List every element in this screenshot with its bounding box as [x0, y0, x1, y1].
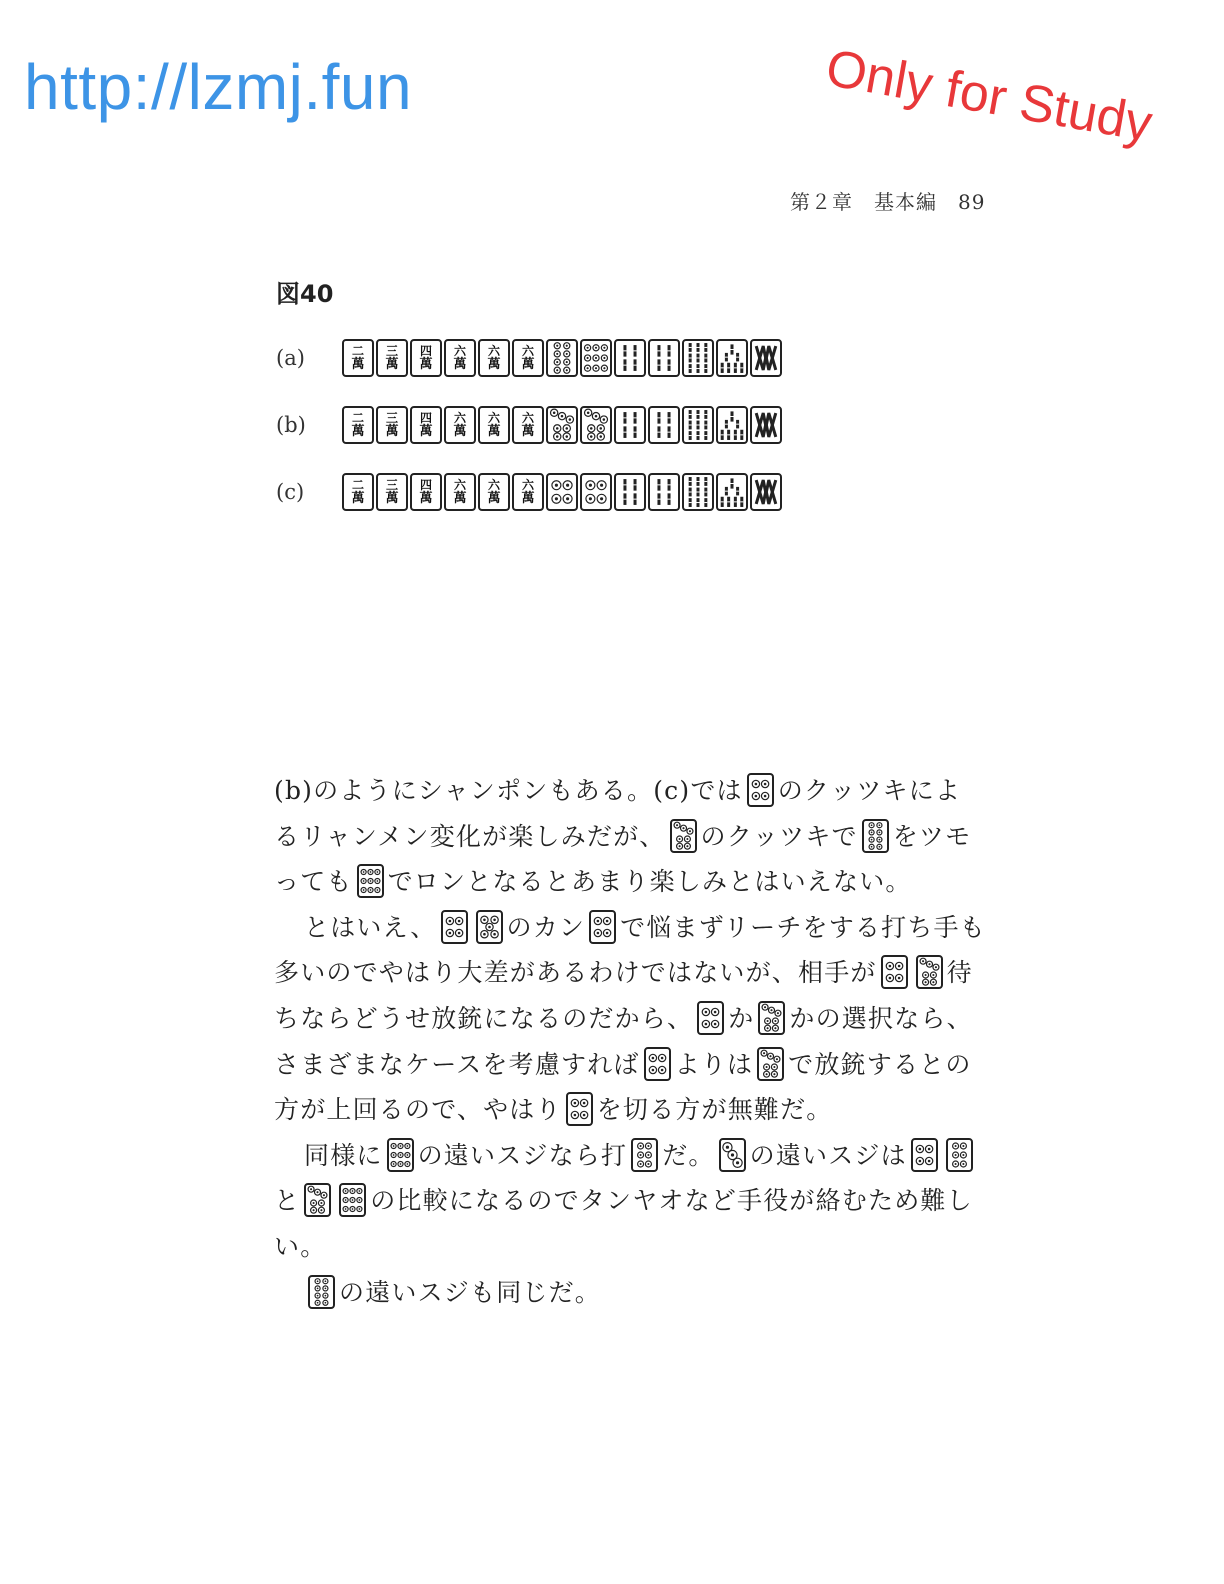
pin-tile-icon [387, 1138, 414, 1172]
paragraph [274, 1133, 986, 1270]
text-run: でロンとなるとあまり楽しみとはいえない。 [387, 867, 912, 897]
pin-dot [593, 355, 599, 361]
pin-dot [311, 1200, 317, 1206]
hand-tiles [342, 406, 784, 444]
man-tile-icon: 六 萬 [512, 406, 544, 444]
text-run: かの選択なら、さまざまなケースを考慮すれば [274, 1003, 973, 1079]
pin-dot [374, 888, 379, 893]
pin-dot [563, 433, 570, 440]
pin-dot [869, 837, 874, 842]
man-tile-icon: 三 萬 [376, 339, 408, 377]
pin-dot [676, 843, 682, 849]
pin-dot [674, 822, 680, 828]
pin-dot [702, 1008, 709, 1015]
pin-dot [594, 917, 601, 924]
pin-dot [357, 1207, 362, 1212]
man-tile-icon: 三 萬 [376, 406, 408, 444]
pin-dot [398, 1152, 403, 1157]
pin-dot [554, 343, 560, 349]
pin-dot [558, 413, 565, 420]
pin-dot [361, 870, 366, 875]
pin-dot [686, 828, 692, 834]
pin-dot [323, 1285, 328, 1290]
pin-dot [774, 1056, 780, 1062]
pin-dot [586, 494, 595, 503]
pin-dot [773, 1025, 779, 1031]
sou-tile-icon [648, 406, 680, 444]
west-wind-tile-icon [750, 406, 782, 444]
sou-tile-icon [682, 473, 714, 511]
pin-dot [601, 365, 607, 371]
text-run: で悩まずリーチをする打ち手も多いのでやはり大差があるわけではないが、相手が [274, 912, 986, 988]
pin-dot [311, 1208, 317, 1214]
pin-dot [869, 829, 874, 834]
pin-dot [391, 1161, 396, 1166]
watermark-study: Only for Study [821, 38, 1157, 154]
pin-dot [895, 963, 902, 970]
pin-tile-icon [589, 910, 616, 944]
pin-tile-icon [946, 1138, 973, 1172]
pin-dot [761, 792, 768, 799]
pin-dot [571, 1111, 578, 1118]
pin-tile-icon [339, 1183, 366, 1217]
man-tile-icon: 六 萬 [444, 406, 476, 444]
pin-dot [764, 1064, 770, 1070]
pin-dot [638, 1143, 644, 1149]
sou-tile-icon [648, 473, 680, 511]
pin-dot [886, 963, 893, 970]
pin-tile-icon [631, 1138, 658, 1172]
pin-dot [398, 1143, 403, 1148]
pin-dot [391, 1152, 396, 1157]
text-run: のカン [506, 912, 586, 942]
pin-dot [952, 1161, 958, 1167]
pin-dot [554, 425, 561, 432]
sou-tile-icon [648, 339, 680, 377]
pin-dot [554, 359, 560, 365]
pin-dot [374, 870, 379, 875]
pin-dot [588, 433, 595, 440]
pin-tile-icon [546, 473, 578, 511]
pin-dot [585, 355, 591, 361]
pin-dot [585, 345, 591, 351]
man-tile-icon: 六 萬 [512, 339, 544, 377]
man-tile-icon: 六 萬 [512, 473, 544, 511]
pin-dot [564, 351, 570, 357]
pin-dot [398, 1161, 403, 1166]
pin-dot [455, 929, 462, 936]
pin-dot [308, 1187, 314, 1193]
pin-dot [877, 829, 882, 834]
hand-label: (a) [276, 346, 305, 370]
pin-dot [702, 1020, 709, 1027]
pin-dot [564, 367, 570, 373]
text-run: をツモっても [274, 821, 972, 897]
body-text [274, 768, 986, 1315]
pin-tile-icon [566, 1092, 593, 1126]
man-tile-icon: 六 萬 [444, 473, 476, 511]
pin-dot [649, 1054, 656, 1061]
pin-dot [490, 930, 497, 937]
text-run: の比較になるのでタンヤオなど手役が絡むため難しい。 [274, 1186, 973, 1261]
pin-dot [552, 494, 561, 503]
pin-dot [357, 1198, 362, 1203]
pin-dot [676, 836, 682, 842]
pin-dot [869, 844, 874, 849]
pin-dot [604, 917, 611, 924]
pin-dot [315, 1300, 320, 1305]
pin-dot [597, 494, 606, 503]
hand-row-b [276, 403, 784, 447]
pin-dot [585, 365, 591, 371]
sou-tile-icon [614, 406, 646, 444]
pin-dot [315, 1190, 321, 1196]
pin-dot [761, 780, 768, 787]
pin-dot [916, 1157, 923, 1164]
man-tile-icon: 二 萬 [342, 339, 374, 377]
pin-dot [580, 1099, 587, 1106]
pin-dot [925, 1157, 932, 1164]
pin-dot [446, 929, 453, 936]
pin-tile-icon [670, 819, 697, 853]
pin-dot [877, 837, 882, 842]
pin-tile-icon [719, 1138, 746, 1172]
pin-dot [563, 481, 572, 490]
pin-dot [361, 888, 366, 893]
pin-dot [343, 1207, 348, 1212]
pin-dot [455, 917, 462, 924]
pin-dot [361, 879, 366, 884]
pin-dot [571, 1099, 578, 1106]
pin-dot [930, 980, 936, 986]
text-run: (b)のようにシャンポンもある。(c)では [274, 776, 743, 805]
pin-dot [877, 822, 882, 827]
text-run: か [728, 1003, 755, 1033]
pin-tile-icon [308, 1275, 335, 1309]
pin-dot [960, 1143, 966, 1149]
man-tile-icon: 四 萬 [410, 339, 442, 377]
text-run: と [274, 1186, 301, 1216]
pin-tile-icon [758, 1001, 785, 1035]
pin-dot [350, 1189, 355, 1194]
pin-dot [446, 917, 453, 924]
sou-tile-icon [716, 339, 748, 377]
pin-dot [684, 843, 690, 849]
pin-dot [646, 1143, 652, 1149]
pin-dot [712, 1008, 719, 1015]
man-tile-icon: 四 萬 [410, 473, 442, 511]
pin-dot [315, 1278, 320, 1283]
pin-dot [350, 1207, 355, 1212]
pin-tile-icon [580, 339, 612, 377]
sou-tile-icon [682, 339, 714, 377]
pin-dot [551, 409, 558, 416]
watermark-url: http://lzmj.fun [24, 51, 413, 123]
pin-dot [597, 481, 606, 490]
pin-dot [930, 972, 936, 978]
pin-dot [684, 836, 690, 842]
man-tile-icon: 六 萬 [478, 406, 510, 444]
hand-tiles [342, 339, 784, 377]
hand-row-c [276, 470, 784, 514]
pin-tile-icon [546, 339, 578, 377]
hand-row-a [276, 336, 784, 380]
pin-dot [323, 1278, 328, 1283]
pin-dot [761, 1050, 767, 1056]
pin-dot [323, 1293, 328, 1298]
pin-dot [762, 1004, 768, 1010]
pin-dot [926, 962, 932, 968]
pin-tile-icon [911, 1138, 938, 1172]
pin-dot [594, 929, 601, 936]
pin-dot [357, 1189, 362, 1194]
pin-dot [649, 1066, 656, 1073]
pin-dot [658, 1066, 665, 1073]
pin-dot [323, 1300, 328, 1305]
man-tile-icon: 二 萬 [342, 473, 374, 511]
pin-dot [960, 1152, 966, 1158]
pin-dot [343, 1198, 348, 1203]
pin-dot [593, 365, 599, 371]
text-run: のクッツキで [700, 821, 858, 851]
text-run: で放銃するとの方が上回るので、やはり [274, 1049, 972, 1125]
pin-dot [315, 1285, 320, 1290]
pin-tile-icon [580, 473, 612, 511]
text-run: 待ちならどうせ放銃になるのだから、 [274, 958, 973, 1033]
pin-dot [586, 481, 595, 490]
pin-tile-icon [881, 955, 908, 989]
pin-dot [886, 975, 893, 982]
pin-dot [772, 1064, 778, 1070]
pin-tile-icon [580, 406, 612, 444]
pin-tile-icon [747, 773, 774, 807]
pin-dot [554, 433, 561, 440]
west-wind-tile-icon [750, 473, 782, 511]
pin-dot [601, 355, 607, 361]
man-tile-icon: 六 萬 [478, 339, 510, 377]
pin-dot [597, 433, 604, 440]
pin-dot [350, 1198, 355, 1203]
pin-dot [588, 425, 595, 432]
pin-tile-icon [757, 1047, 784, 1081]
text-run: とはいえ、 [304, 912, 437, 942]
pin-dot [775, 1010, 781, 1016]
pin-dot [597, 425, 604, 432]
west-wind-tile-icon [750, 339, 782, 377]
sou-tile-icon [716, 473, 748, 511]
pin-dot [933, 965, 939, 971]
pin-dot [592, 413, 599, 420]
paragraph [274, 768, 986, 905]
pin-dot [563, 494, 572, 503]
pin-dot [593, 345, 599, 351]
pin-dot [638, 1152, 644, 1158]
pin-dot [869, 822, 874, 827]
pin-dot [952, 1152, 958, 1158]
pin-dot [765, 1025, 771, 1031]
pin-dot [604, 929, 611, 936]
pin-dot [374, 879, 379, 884]
pin-dot [877, 844, 882, 849]
pin-dot [566, 416, 573, 423]
pin-dot [404, 1161, 409, 1166]
pin-dot [922, 980, 928, 986]
sou-tile-icon [614, 473, 646, 511]
pin-dot [920, 959, 926, 965]
pin-dot [585, 409, 592, 416]
pin-dot [490, 916, 497, 923]
pin-dot [895, 975, 902, 982]
hand-label: (b) [276, 413, 306, 437]
pin-dot [952, 1143, 958, 1149]
pin-dot [600, 416, 607, 423]
pin-dot [554, 367, 560, 373]
pin-dot [391, 1143, 396, 1148]
text-run: を切る方が無難だ。 [596, 1095, 833, 1125]
pin-dot [768, 1053, 774, 1059]
pin-dot [480, 930, 487, 937]
pin-dot [321, 1193, 327, 1199]
text-run: 同様に [304, 1140, 383, 1170]
pin-dot [658, 1054, 665, 1061]
pin-tile-icon [546, 406, 578, 444]
pin-dot [733, 1158, 742, 1167]
pin-dot [564, 343, 570, 349]
running-head: 第２章 基本編 89 [790, 190, 986, 214]
pin-dot [638, 1161, 644, 1167]
pin-dot [646, 1152, 652, 1158]
pin-tile-icon [644, 1047, 671, 1081]
pin-dot [480, 916, 487, 923]
pin-dot [752, 780, 759, 787]
man-tile-icon: 六 萬 [444, 339, 476, 377]
paragraph [274, 905, 986, 1133]
text-run: の遠いスジも同じだ。 [339, 1277, 602, 1307]
pin-dot [765, 1018, 771, 1024]
pin-dot [646, 1161, 652, 1167]
hand-label: (c) [276, 480, 305, 504]
pin-dot [368, 879, 373, 884]
pin-dot [315, 1293, 320, 1298]
pin-dot [680, 825, 686, 831]
pin-tile-icon [441, 910, 468, 944]
pin-dot [925, 1145, 932, 1152]
pin-dot [752, 792, 759, 799]
pin-dot [404, 1143, 409, 1148]
pin-dot [580, 1111, 587, 1118]
text-run: の遠いスジは [749, 1140, 907, 1170]
hand-tiles [342, 473, 784, 511]
pin-dot [960, 1161, 966, 1167]
text-run: よりは [674, 1049, 754, 1079]
pin-dot [404, 1152, 409, 1157]
pin-tile-icon [304, 1183, 331, 1217]
man-tile-icon: 六 萬 [478, 473, 510, 511]
pin-dot [485, 923, 492, 930]
pin-dot [773, 1018, 779, 1024]
sou-tile-icon [716, 406, 748, 444]
pin-dot [554, 351, 560, 357]
figure-title: 図40 [276, 280, 334, 308]
pin-dot [916, 1145, 923, 1152]
text-run: のクッツキによるリャンメン変化が楽しみだが、 [274, 776, 962, 851]
pin-tile-icon [916, 955, 943, 989]
pin-tile-icon [476, 910, 503, 944]
text-run: だ。 [662, 1140, 715, 1170]
pin-tile-icon [357, 864, 384, 898]
sou-tile-icon [682, 406, 714, 444]
man-tile-icon: 二 萬 [342, 406, 374, 444]
pin-dot [712, 1020, 719, 1027]
pin-dot [601, 345, 607, 351]
pin-tile-icon [862, 819, 889, 853]
pin-dot [772, 1071, 778, 1077]
pin-dot [563, 425, 570, 432]
pin-dot [368, 870, 373, 875]
paragraph [274, 1270, 986, 1316]
pin-dot [319, 1208, 325, 1214]
pin-dot [343, 1189, 348, 1194]
pin-dot [368, 888, 373, 893]
pin-dot [552, 481, 561, 490]
pin-dot [769, 1007, 775, 1013]
man-tile-icon: 三 萬 [376, 473, 408, 511]
pin-dot [319, 1200, 325, 1206]
text-run: の遠いスジなら打 [417, 1140, 628, 1170]
pin-tile-icon [697, 1001, 724, 1035]
pin-dot [564, 359, 570, 365]
pin-dot [922, 972, 928, 978]
man-tile-icon: 四 萬 [410, 406, 442, 444]
sou-tile-icon [614, 339, 646, 377]
pin-dot [764, 1071, 770, 1077]
